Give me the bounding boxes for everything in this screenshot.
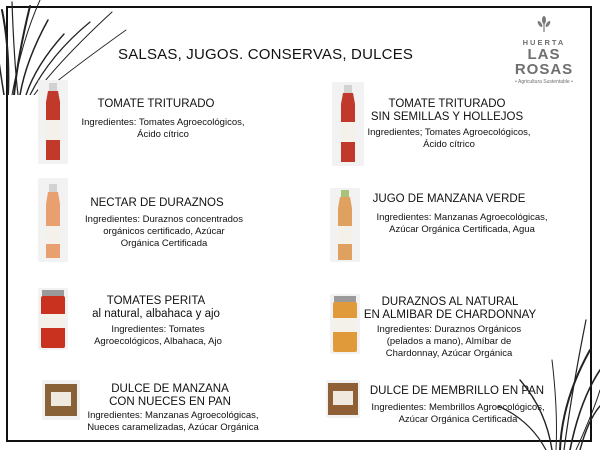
huerta-las-rosas-logo	[505, 16, 583, 84]
peach-jar-icon	[330, 294, 360, 354]
product-ingredients: Ingredientes; Tomates Agroecológicos, Ácido cítrico	[367, 127, 531, 150]
page-title: SALSAS, JUGOS. CONSERVAS, DULCES	[118, 46, 414, 63]
logo-line2: LAS ROSAS	[514, 46, 574, 78]
paste-block-icon	[42, 380, 80, 420]
product-ingredients: Ingredientes: Tomates Agroecológicos, Ácido cítrico	[81, 117, 245, 140]
amber-bottle-icon	[330, 188, 360, 262]
product-ingredients: Ingredientes: Manzanas Agroecológicas, Azúcar Orgánica Certificada, Agua	[376, 212, 548, 235]
product-ingredients: Ingredientes: Manzanas Agroecológicas, Nueces caramelizadas, Azúcar Orgánica	[87, 410, 259, 433]
product-ingredients: Ingredientes: Duraznos concentrados orgánicos certificado, Azúcar Orgánica Certificada	[85, 214, 243, 249]
product-ingredients: Ingredientes: Tomates Agroecológicos, Albahaca, Ajo	[94, 324, 222, 347]
orange-bottle-icon	[38, 178, 68, 262]
product-name: DURAZNOS AL NATURAL EN ALMIBAR DE CHARDONNAY	[363, 296, 537, 321]
product-ingredients: Ingredientes: Membrillos Agroecológicos, Azúcar Orgánica Certificada	[371, 402, 545, 425]
tomato-jar-icon	[38, 288, 68, 350]
product-name: DULCE DE MEMBRILLO EN PAN	[369, 385, 545, 397]
red-bottle-icon	[38, 80, 68, 164]
product-name: DULCE DE MANZANA CON NUECES EN PAN	[109, 383, 231, 408]
product-name: NECTAR DE DURAZNOS	[90, 197, 224, 209]
logo-tagline: • Agricultura Sustentable •	[515, 79, 573, 85]
product-name: TOMATE TRITURADO SIN SEMILLAS Y HOLLEJOS	[370, 98, 524, 123]
product-name: JUGO DE MANZANA VERDE	[372, 193, 526, 205]
leaf-icon	[535, 16, 553, 32]
product-ingredients: Ingredientes: Duraznos Orgánicos (pelados a mano), Almíbar de Chardonnay, Azúcar Orgánica	[376, 324, 522, 359]
red-bottle-icon	[332, 82, 364, 166]
logo-line1: HUERTA	[522, 38, 566, 47]
product-name: TOMATE TRITURADO	[97, 98, 215, 110]
product-name: TOMATES PERITA al natural, albahaca y ajo	[92, 295, 220, 320]
paste-block-icon	[326, 380, 360, 418]
